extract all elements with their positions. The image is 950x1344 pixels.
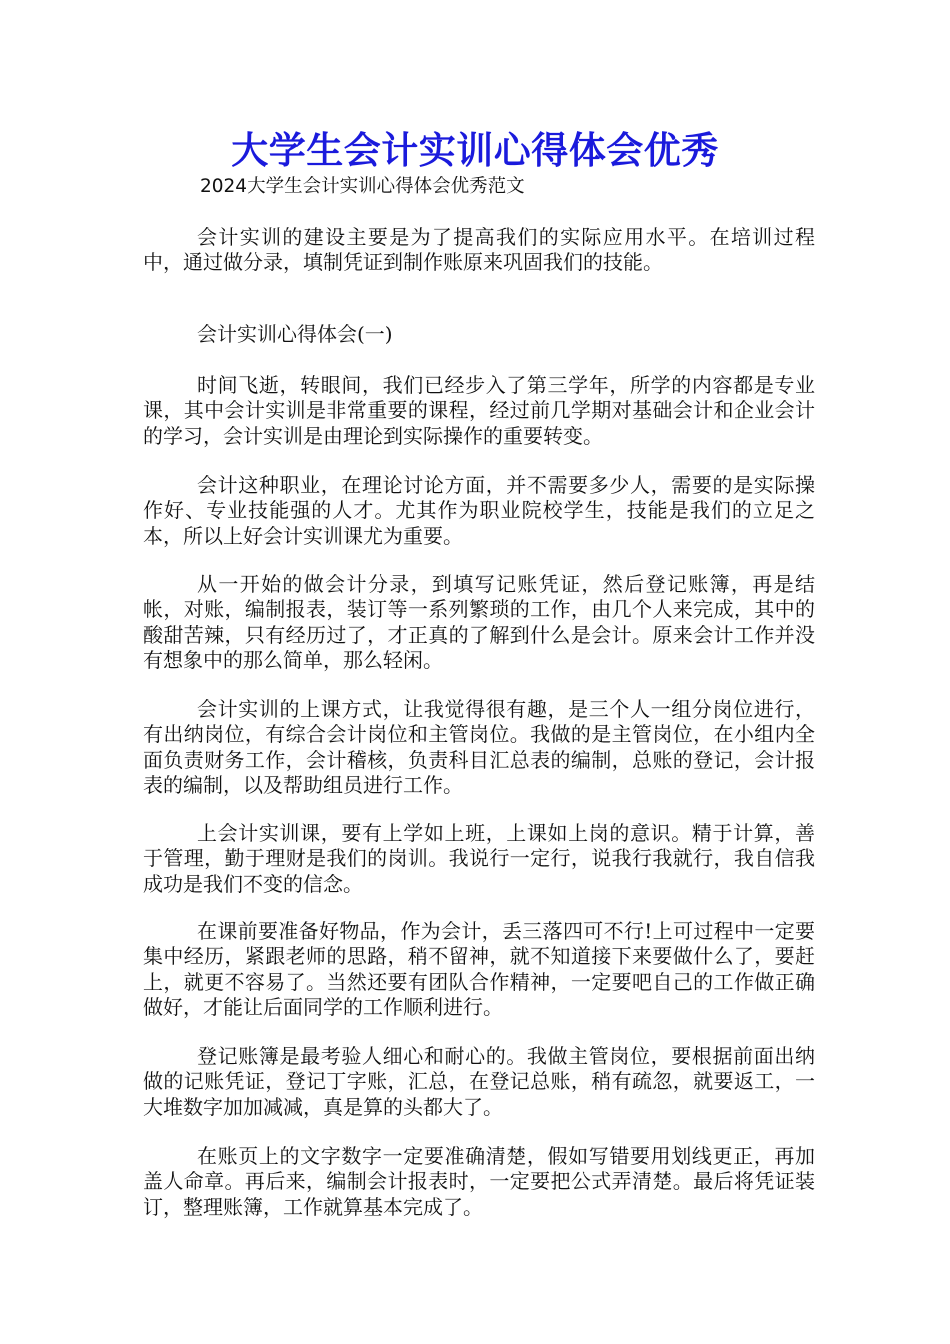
body-paragraph: 在课前要准备好物品，作为会计，丢三落四可不行!上可过程中一定要集中经历，紧跟老师的思路，稍不留神，就不知道接下来要做什么了，要赶上，就更不容易了。当然还要有团队合作精神，一定要吧自己的工作做正确做好，才能让后面同学的工作顺利进行。 [143,919,815,1020]
body-paragraph: 会计实训的上课方式，让我觉得很有趣，是三个人一组分岗位进行，有出纳岗位，有综合会计岗位和主管岗位。我做的是主管岗位，在小组内全面负责财务工作，会计稽核，负责科目汇总表的编制，总账的登记，会计报表的编制，以及帮助组员进行工作。 [143,697,815,798]
body-paragraph: 会计这种职业，在理论讨论方面，并不需要多少人，需要的是实际操作好、专业技能强的人才。尤其作为职业院校学生，技能是我们的立足之本，所以上好会计实训课尤为重要。 [143,473,815,548]
intro-paragraph: 会计实训的建设主要是为了提高我们的实际应用水平。在培训过程中，通过做分录，填制凭证到制作账原来巩固我们的技能。 [143,225,815,275]
document-subtitle: 2024大学生会计实训心得体会优秀范文 [200,176,525,197]
section-heading: 会计实训心得体会(一) [197,322,393,346]
body-paragraph: 从一开始的做会计分录，到填写记账凭证，然后登记账簿，再是结帐，对账，编制报表，装订等一系列繁琐的工作，由几个人来完成，其中的酸甜苦辣，只有经历过了，才正真的了解到什么是会计。原来会计工作并没有想象中的那么简单，那么轻闲。 [143,572,815,673]
body-paragraph: 时间飞逝，转眼间，我们已经步入了第三学年，所学的内容都是专业课，其中会计实训是非常重要的课程，经过前几学期对基础会计和企业会计的学习，会计实训是由理论到实际操作的重要转变。 [143,373,815,448]
body-paragraph: 上会计实训课，要有上学如上班，上课如上岗的意识。精于计算，善于管理，勤于理财是我们的岗训。我说行一定行，说我行我就行，我自信我成功是我们不变的信念。 [143,821,815,896]
body-paragraph: 在账页上的文字数字一定要准确清楚，假如写错要用划线更正，再加盖人命章。再后来，编制会计报表时，一定要把公式弄清楚。最后将凭证装订，整理账簿，工作就算基本完成了。 [143,1144,815,1219]
body-paragraph: 登记账簿是最考验人细心和耐心的。我做主管岗位，要根据前面出纳做的记账凭证，登记丁字账，汇总，在登记总账，稍有疏忽，就要返工，一大堆数字加加减减，真是算的头都大了。 [143,1044,815,1119]
document-title: 大学生会计实训心得体会优秀 [231,128,719,172]
